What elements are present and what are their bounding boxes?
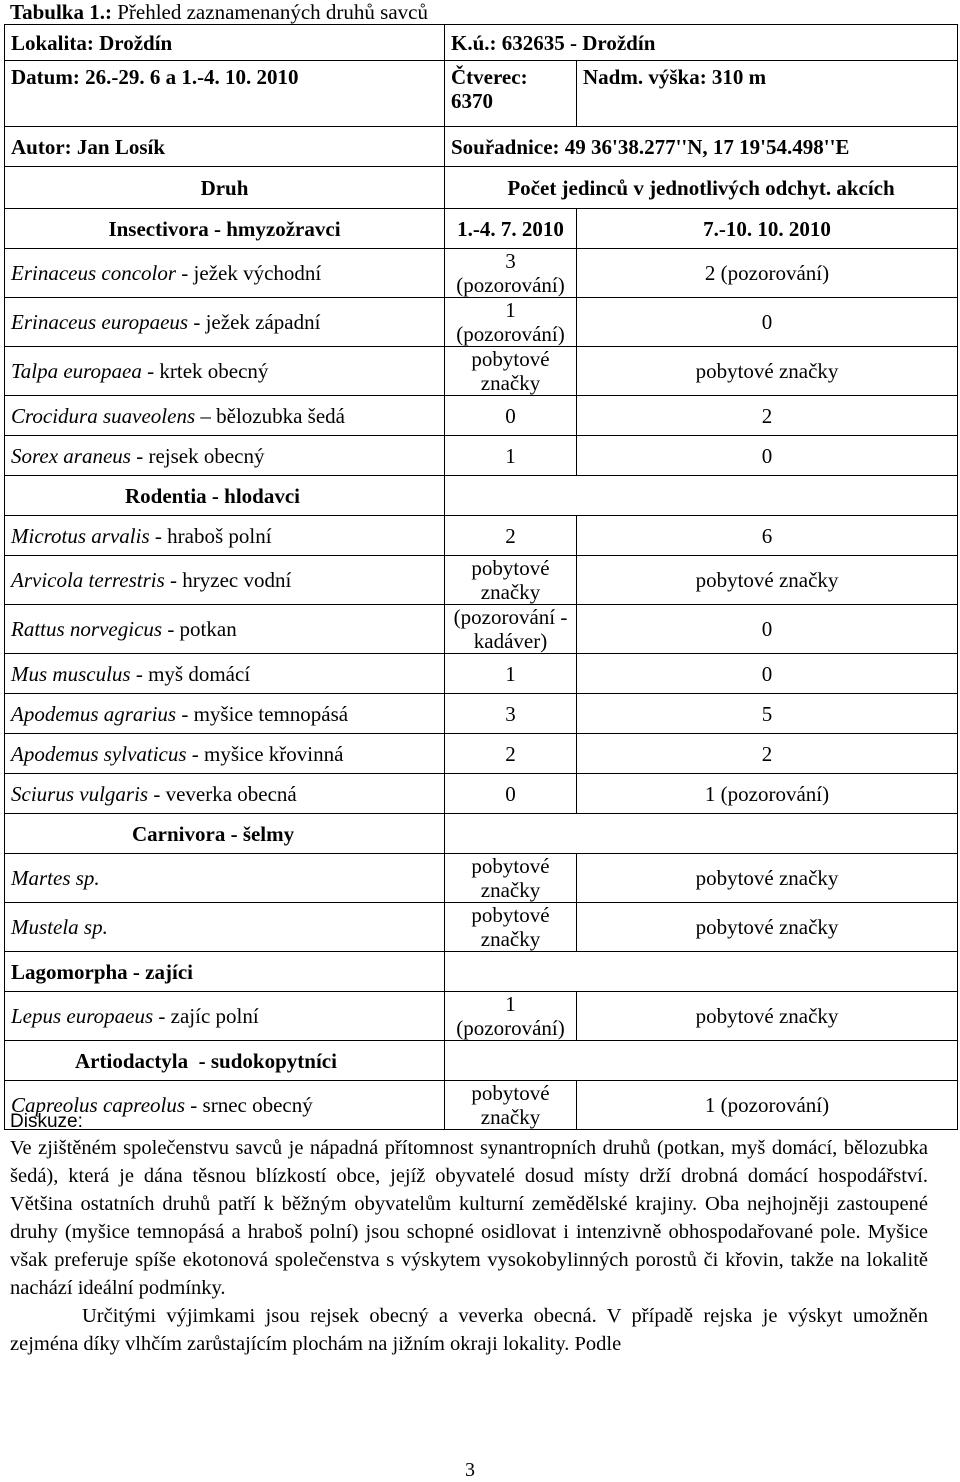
- group-name: Rodentia - hlodavci: [5, 476, 445, 516]
- discussion: [10, 1110, 928, 1358]
- species-name-cell: [5, 605, 445, 654]
- author-cell: Autor: Jan Losík: [5, 127, 445, 167]
- species-name-cell: [5, 854, 445, 903]
- group-name: Carnivora - šelmy: [5, 814, 445, 854]
- table-caption-text: Přehled zaznamenaných druhů savců: [111, 0, 428, 24]
- count-session-2: 6: [577, 516, 958, 556]
- count-session-2: 0: [577, 436, 958, 476]
- discussion-paragraph: Určitými výjimkami jsou rejsek obecný a veverka obecná. V případě rejska je výskyt umožněn zejména díky vlhčím zarůstajícím plochám na jižním okraji lokality. Podle: [10, 1305, 928, 1355]
- species-name-cell: [5, 734, 445, 774]
- species-latin-name: Crocidura suaveolens: [11, 403, 196, 428]
- count-session-2: pobytové značky: [577, 556, 958, 605]
- count-session-2: 2 (pozorování): [577, 249, 958, 298]
- species-czech-name: - krtek obecný: [141, 359, 269, 383]
- group-name: Lagomorpha - zajíci: [5, 952, 445, 992]
- species-row: [5, 249, 958, 298]
- species-latin-name: Mus musculus: [11, 661, 131, 686]
- count-session-2: 2: [577, 734, 958, 774]
- species-row: [5, 396, 958, 436]
- header-row-date: [5, 61, 958, 127]
- group-row-insectivora: [5, 209, 958, 249]
- group-name: Artiodactyla - sudokopytníci: [5, 1041, 445, 1081]
- count-session-2: 1 (pozorování): [577, 774, 958, 814]
- group-row-carnivora: [5, 814, 958, 854]
- species-czech-name: - zajíc polní: [153, 1004, 259, 1028]
- species-row: [5, 347, 958, 396]
- species-name-cell: [5, 774, 445, 814]
- species-row: [5, 516, 958, 556]
- session-1-date: 1.-4. 7. 2010: [445, 209, 577, 249]
- count-session-1: pobytové značky: [445, 347, 577, 396]
- count-session-2: 2: [577, 396, 958, 436]
- header-row-columns: [5, 167, 958, 209]
- table-caption: [10, 0, 428, 24]
- count-session-2: pobytové značky: [577, 347, 958, 396]
- count-session-1: pobytové značky: [445, 1081, 577, 1130]
- species-latin-name: Sciurus vulgaris: [11, 781, 149, 806]
- species-latin-name: Martes sp.: [11, 866, 100, 890]
- count-session-2: pobytové značky: [577, 992, 958, 1041]
- carnivora-rows: [5, 854, 958, 952]
- altitude-cell: Nadm. výška: 310 m: [577, 61, 958, 127]
- species-czech-name: - ježek západní: [188, 310, 321, 334]
- species-latin-name: Arvicola terrestris: [11, 568, 165, 592]
- page-number: 3: [465, 1459, 475, 1481]
- species-name-cell: [5, 516, 445, 556]
- species-name-cell: [5, 249, 445, 298]
- species-latin-name: Apodemus agrarius: [11, 701, 177, 726]
- species-name-cell: [5, 347, 445, 396]
- species-row: [5, 436, 958, 476]
- group-name: Insectivora - hmyzožravci: [5, 209, 445, 249]
- count-session-1: pobytové značky: [445, 903, 577, 952]
- count-session-1: (pozorování - kadáver): [445, 605, 577, 654]
- species-latin-name: Capreolus capreolus: [11, 1093, 186, 1117]
- species-row: [5, 903, 958, 952]
- species-czech-name: - rejsek obecný: [130, 443, 265, 468]
- count-session-1: 3 (pozorování): [445, 249, 577, 298]
- species-latin-name: Rattus norvegicus: [11, 617, 163, 641]
- count-session-1: 3: [445, 694, 577, 734]
- species-czech-name: - myš domácí: [130, 661, 251, 686]
- count-session-2: pobytové značky: [577, 903, 958, 952]
- count-session-1: 0: [445, 774, 577, 814]
- discussion-paragraph: Ve zjištěném společenstvu savců je nápadná přítomnost synantropních druhů (potkan, myš domácí, bělozubka šedá), která je dána těsnou blízkostí obce, jejíž obyvatelé dosud místy drží drobná domácí hospodářství. Většina ostatních druhů patří k běžným obyvatelům kulturní zemědělské krajiny. Oba nejhojněji zastoupené druhy (myšice temnopásá a hraboš polní) jsou schopné osidlovat i intenzivně obhospodařované pole. Myšice však preferuje spíše ekotonová společenstva s výskytem vysokobylinných porostů či křovin, takže na lokalitě nachází ideální podmínky.: [10, 1137, 928, 1299]
- header-row-locality: [5, 25, 958, 61]
- species-row: [5, 774, 958, 814]
- species-czech-name: - myšice křovinná: [186, 741, 344, 766]
- count-session-2: 0: [577, 605, 958, 654]
- species-name-cell: [5, 654, 445, 694]
- species-row: [5, 605, 958, 654]
- group-row-lagomorpha: [5, 952, 958, 992]
- species-czech-name: - hraboš polní: [149, 523, 272, 548]
- group-row-rodentia: [5, 476, 958, 516]
- species-column-header: Druh: [5, 167, 445, 209]
- species-czech-name: - hryzec vodní: [164, 568, 292, 592]
- count-session-1: 2: [445, 516, 577, 556]
- count-session-2: 5: [577, 694, 958, 734]
- count-session-1: 0: [445, 396, 577, 436]
- square-cell: [445, 61, 577, 127]
- lagomorpha-rows: [5, 992, 958, 1041]
- species-name-cell: [5, 694, 445, 734]
- species-row: [5, 298, 958, 347]
- species-latin-name: Sorex araneus: [11, 443, 131, 468]
- locality-cell: Lokalita: Droždín: [5, 25, 445, 61]
- header-row-author: [5, 127, 958, 167]
- species-czech-name: – bělozubka šedá: [195, 403, 345, 428]
- table-caption-label: Tabulka 1.:: [10, 0, 112, 24]
- count-session-1: 2: [445, 734, 577, 774]
- species-row: [5, 734, 958, 774]
- species-latin-name: Lepus europaeus: [11, 1004, 154, 1028]
- count-session-1: 1 (pozorování): [445, 298, 577, 347]
- species-row: [5, 854, 958, 903]
- count-session-2: 0: [577, 654, 958, 694]
- species-latin-name: Mustela sp.: [11, 915, 108, 939]
- species-latin-name: Microtus arvalis: [11, 523, 150, 548]
- discussion-heading: Diskuze:: [10, 1111, 83, 1132]
- species-name-cell: [5, 903, 445, 952]
- cadastral-cell: K.ú.: 632635 - Droždín: [445, 25, 958, 61]
- species-name-cell: [5, 992, 445, 1041]
- species-row: [5, 556, 958, 605]
- insectivora-rows: [5, 249, 958, 476]
- species-row: [5, 654, 958, 694]
- count-session-2: pobytové značky: [577, 854, 958, 903]
- count-session-1: pobytové značky: [445, 854, 577, 903]
- rodentia-rows: [5, 516, 958, 814]
- square-label: Čtverec:: [451, 65, 528, 89]
- count-session-1: 1: [445, 654, 577, 694]
- group-row-artiodactyla: [5, 1041, 958, 1081]
- species-czech-name: - srnec obecný: [185, 1093, 313, 1117]
- species-table: [4, 24, 958, 1130]
- counts-column-header: Počet jedinců v jednotlivých odchyt. akcích: [445, 167, 958, 209]
- species-row: [5, 694, 958, 734]
- species-czech-name: - ježek východní: [176, 261, 322, 285]
- session-2-date: 7.-10. 10. 2010: [577, 209, 958, 249]
- count-session-1: pobytové značky: [445, 556, 577, 605]
- species-latin-name: Talpa europaea: [11, 359, 142, 383]
- count-session-1: 1: [445, 436, 577, 476]
- species-name-cell: [5, 436, 445, 476]
- count-session-2: 0: [577, 298, 958, 347]
- coordinates-cell: Souřadnice: 49 36'38.277''N, 17 19'54.498''E: [445, 127, 958, 167]
- count-session-2: 1 (pozorování): [577, 1081, 958, 1130]
- species-name-cell: [5, 298, 445, 347]
- species-name-cell: [5, 556, 445, 605]
- count-session-1: 1 (pozorování): [445, 992, 577, 1041]
- species-czech-name: - potkan: [162, 617, 237, 641]
- species-name-cell: [5, 396, 445, 436]
- species-czech-name: - veverka obecná: [148, 781, 297, 806]
- species-latin-name: Erinaceus concolor: [11, 261, 177, 285]
- species-latin-name: Erinaceus europaeus: [11, 310, 189, 334]
- date-cell: Datum: 26.-29. 6 a 1.-4. 10. 2010: [5, 61, 445, 127]
- species-latin-name: Apodemus sylvaticus: [11, 741, 187, 766]
- species-row: [5, 992, 958, 1041]
- square-value: 6370: [451, 89, 493, 113]
- species-czech-name: - myšice temnopásá: [176, 701, 349, 726]
